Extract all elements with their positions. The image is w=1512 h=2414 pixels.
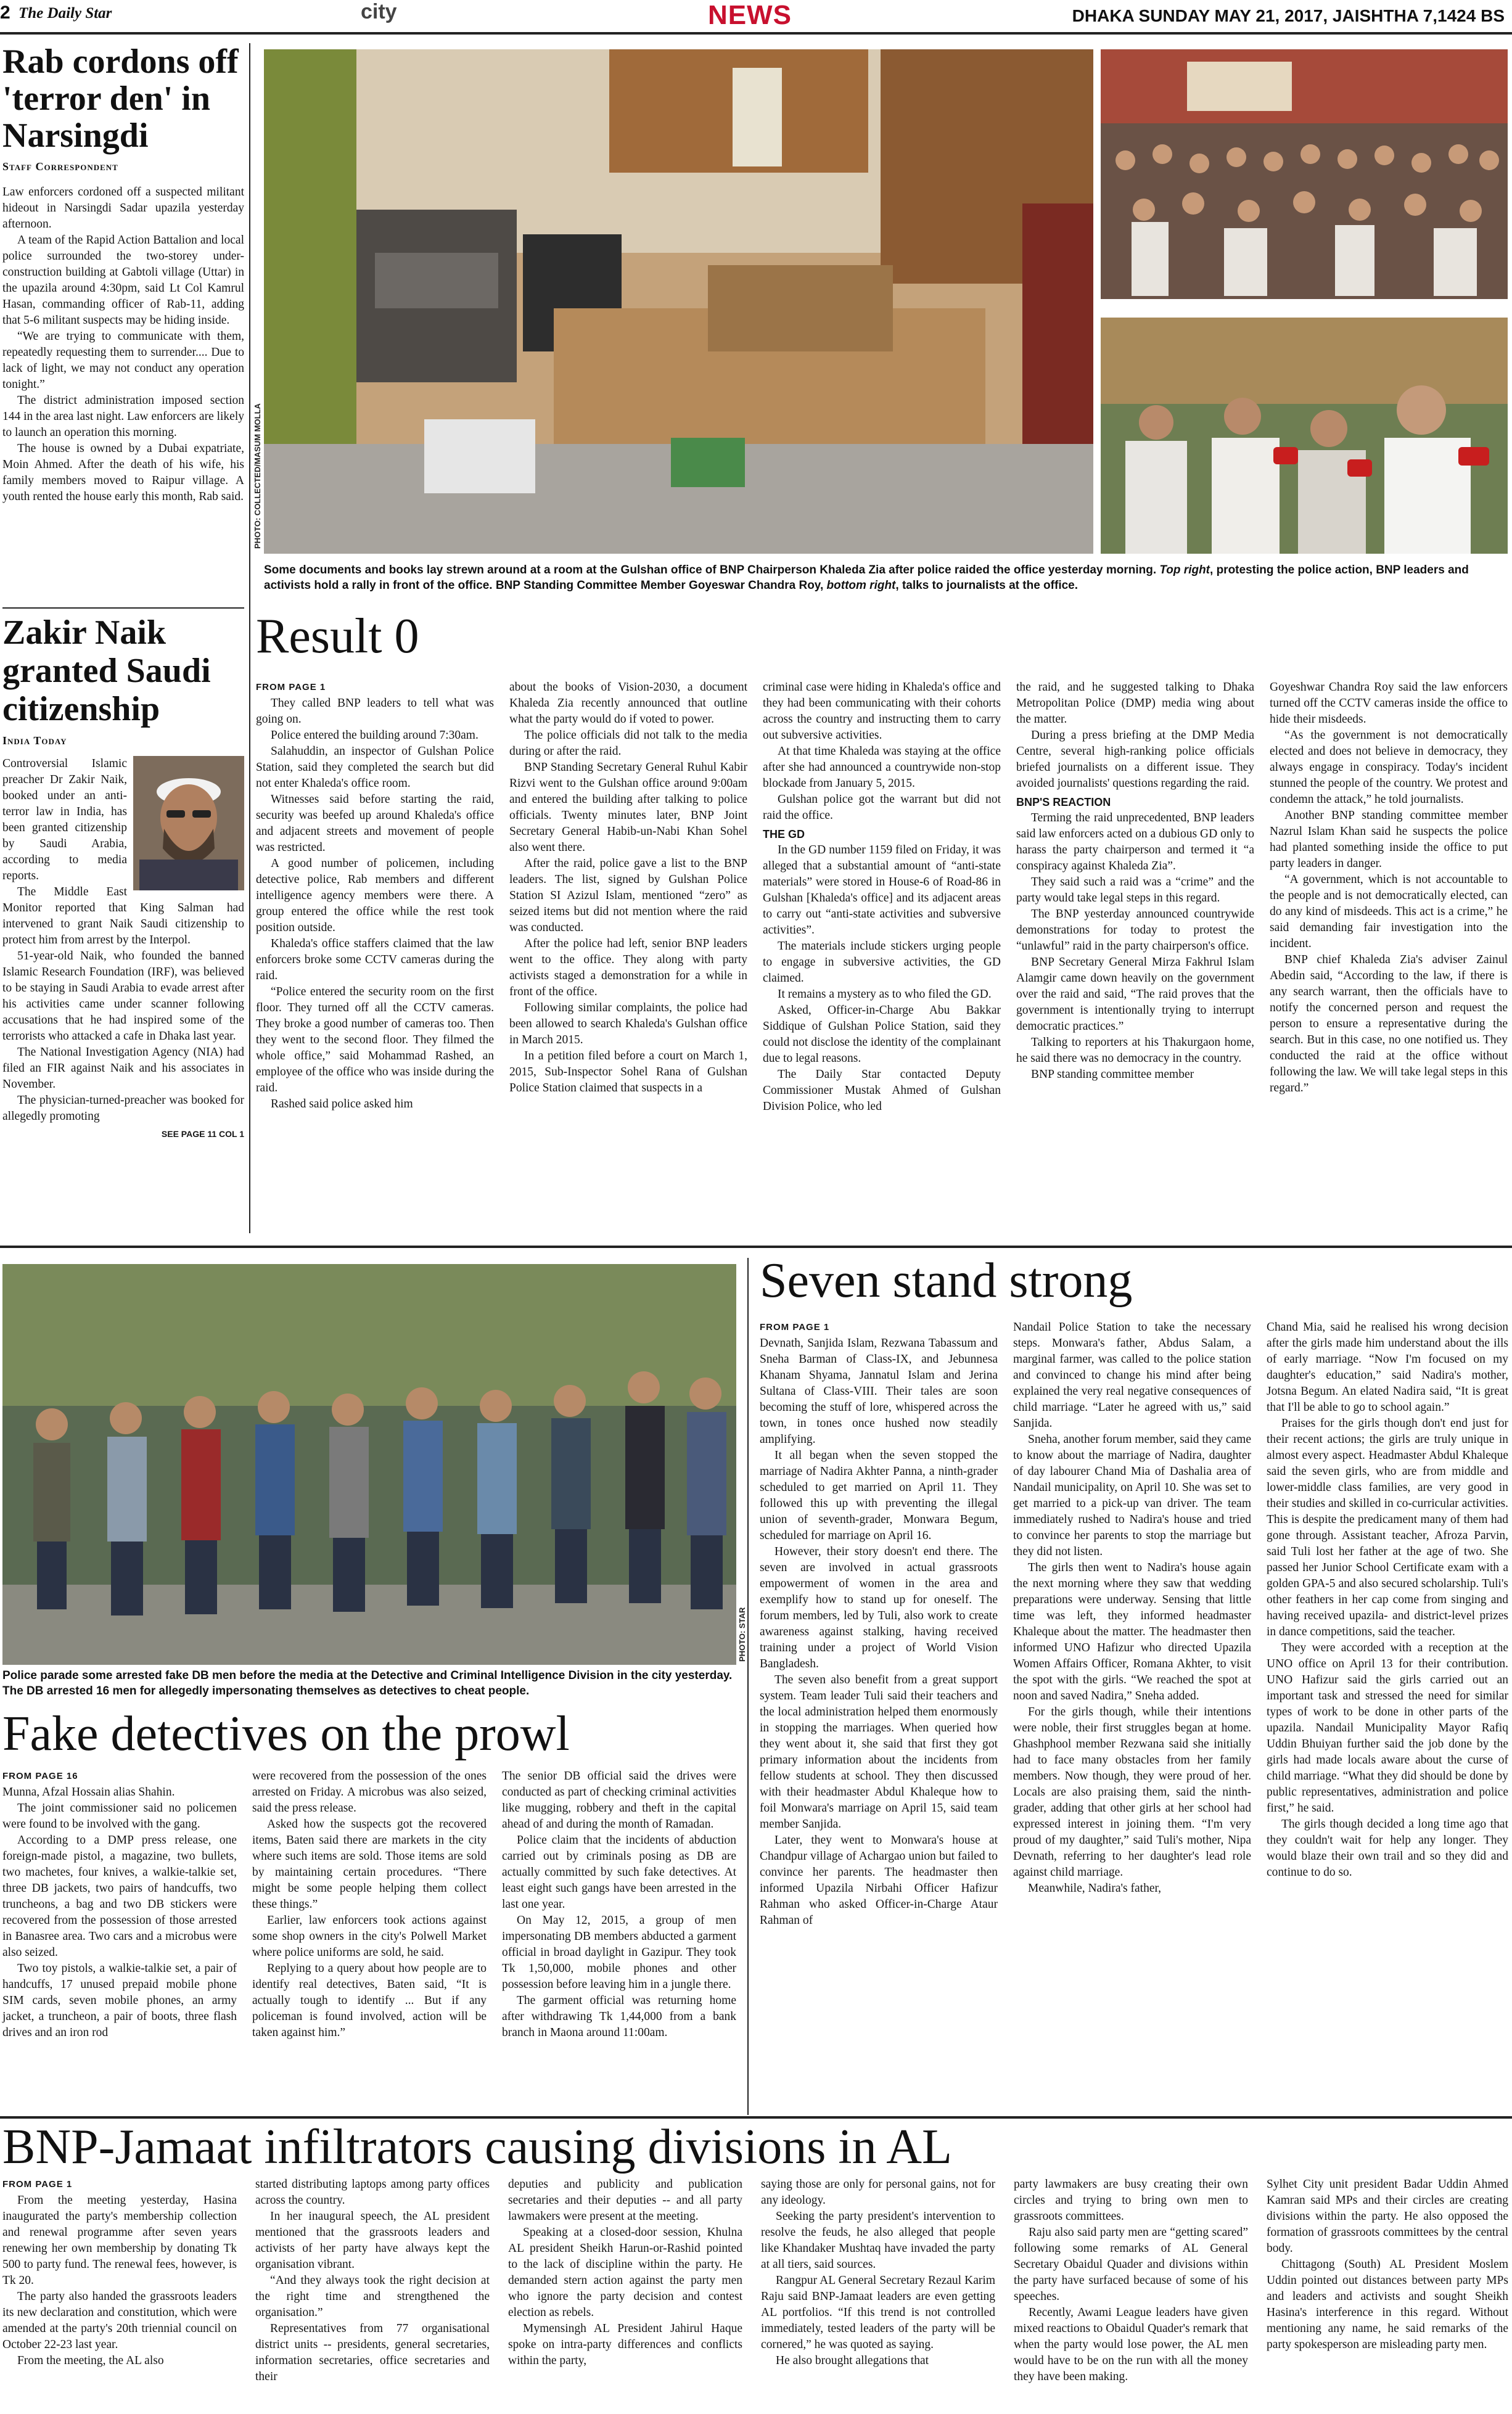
fake-col-1 bbox=[2, 1768, 237, 2041]
photo-credit: PHOTO: COLLECTED/MASUM MOLLA bbox=[253, 403, 262, 549]
continuation-note: SEE PAGE 11 COL 1 bbox=[161, 1129, 244, 1139]
caption-text: Some documents and books lay strewn around at a room at the Gulshan office of BNP Chairperson Khaleda Zia after police raided the office yesterday morning. bbox=[264, 564, 1160, 577]
paragraph: BNP chief Khaleda Zia's adviser Zainul Abedin said, “According to the law, if there is any search warrant, then the officials have to notify the concerned person and request the person to ensure a representative during the search. But in this case, no one notified us. They conducted the raid at the office without following the law. We will take legal steps in this regard.” bbox=[1270, 953, 1508, 1094]
paragraph: Munna, Afzal Hossain alias Shahin. bbox=[2, 1786, 175, 1799]
result-col-3-paras bbox=[763, 679, 1001, 1115]
result-col-4 bbox=[1016, 679, 1254, 1083]
paragraph: BNP Standing Secretary General Ruhul Kabir Rizvi went to the Gulshan office around 9:00am and entered the building after talking to police officials. Twenty minutes later, BNP Joint Secretary General Habib-un-Nabi Khan Sohel also went there. bbox=[509, 761, 747, 854]
paragraph: In a petition filed before a court on March 1, 2015, Sub-Inspector Sohel Rana of Gulshan Police Station claimed that suspects in a bbox=[509, 1049, 747, 1094]
paragraph: However, their story doesn't end there. The seven are involved in actual grassroots empowerment of women in the area and exemplify how to stand up for oneself. The forum members, led by Tuli, also work to create awareness against stalking, having received training under a project of World Vision Bangladesh. bbox=[760, 1545, 998, 1670]
vertical-divider bbox=[747, 1258, 749, 2115]
paragraph: “As the government is not democratically elected and does not believe in democracy, they always engage in conspiracy. Today's incident stunned the people of the country. We protest and condemn the attack,” he told journalists. bbox=[1270, 729, 1508, 806]
result-col-2-paras bbox=[509, 679, 747, 1096]
paragraph: Speaking at a closed-door session, Khulna AL president Sheikh Harun-or-Rashid pointed to the lack of discipline within the party. He demanded stern action against the party men who ignore the party decision and contest election as rebels. bbox=[508, 2226, 742, 2319]
paragraph: In the GD number 1159 filed on Friday, it was alleged that a substantial amount of “anti-state materials” were stored in House-6 of Road-86 in Gulshan [Khaleda's office] and its adjacent areas to carry out “anti-state activities and subversive activities”. bbox=[763, 844, 1001, 937]
paragraph: The seven also benefit from a great support system. Team leader Tuli said their teachers and the local administration helped them enormously in stopping the marriages. When queried how they went about it, she said that first they got primary information about the incidents from fellow students at school. They then discussed with their headmaster Abdul Khaleque how to foil Monwara's marriage on April 15, said team member Sanjida. bbox=[760, 1673, 998, 1831]
paragraph: Chand Mia, said he realised his wrong decision after the girls made him understand about the ills of early marriage. “Now I'm focused on my daughter's education,” said Nadira's mother, Jotsna Begum. An elated Nadira said, “It is great that I'll be able to go to school again.” bbox=[1267, 1321, 1508, 1414]
photo-credit: PHOTO: STAR bbox=[738, 1607, 747, 1662]
paragraph: Meanwhile, Nadira's father, bbox=[1028, 1882, 1162, 1895]
paragraph: Rashed said police asked him bbox=[271, 1098, 413, 1111]
paragraph: Two toy pistols, a walkie-talkie set, a pair of handcuffs, 17 unused prepaid mobile phone SIM cards, seven mobile phones, an army jacket, a truncheon, a pair of boots, three flash drives and an iron rod bbox=[2, 1962, 237, 2039]
caption-italic: Top right bbox=[1159, 564, 1210, 577]
paragraph: Sylhet City unit president Badar Uddin Ahmed Kamran said MPs and their circles are creating divisions within the party. He also opposed the formation of grassroots committees by the central body. bbox=[1267, 2178, 1508, 2255]
paragraph: The joint commissioner said no policemen were found to be involved with the gang. bbox=[2, 1802, 237, 1831]
paragraph: From the meeting yesterday, Hasina inaugurated the party's membership collection and renewal programme after seven years renewing her own membership by donating Tk 500 to party fund. The renewal fees, however, is Tk 20. bbox=[2, 2194, 237, 2287]
result-col-4-paras bbox=[1016, 679, 1254, 1083]
paragraph: 51-year-old Naik, who founded the banned Islamic Research Foundation (IRF), was believed to be staying in Saudi Arabia to evade arrest after his activities came under scanner following accusations that he had inspired some of the terrorists who attacked a cafe in Dhaka last year. bbox=[2, 950, 244, 1043]
result-col-5 bbox=[1270, 679, 1508, 1096]
paragraph: Seeking the party president's intervention to resolve the feuds, he also alleged that people like Khandaker Mushtaq have invaded the party at all tiers, said sources. bbox=[761, 2210, 995, 2271]
paragraph: From the meeting, the AL also bbox=[17, 2354, 164, 2367]
fake-headline: Fake detectives on the prowl bbox=[2, 1707, 570, 1761]
paragraph: The senior DB official said the drives were conducted as part of checking criminal activities like mugging, robbery and theft in the capital ahead of and during the month of Ramadan. bbox=[502, 1770, 736, 1831]
caption-text: , talks to journalists at the office. bbox=[895, 579, 1079, 592]
bnp-col-1 bbox=[2, 2177, 237, 2369]
from-page: FROM PAGE 16 bbox=[2, 1771, 78, 1781]
rab-body bbox=[2, 184, 244, 505]
section-divider bbox=[0, 2116, 1512, 2119]
paragraph: Salahuddin, an inspector of Gulshan Police Station, said they completed the search but did not enter Khaleda's office room. bbox=[256, 745, 494, 790]
result-headline: Result 0 bbox=[256, 609, 419, 663]
paragraph: During a press briefing at the DMP Media Centre, several high-ranking police officials briefed journalists on a different issue. They avoided journalists' questions regarding the raid. bbox=[1016, 729, 1254, 790]
zakir-byline: India Today bbox=[2, 734, 67, 747]
paragraph: The girls though decided a long time ago that they couldn't wait for help any longer. They would blaze their own trail and so they did and continue to do so. bbox=[1267, 1818, 1508, 1879]
seven-col-2 bbox=[1013, 1320, 1251, 1897]
paragraph: The garment official was returning home after withdrawing Tk 1,44,000 from a bank branch in Maona around 11:00am. bbox=[502, 1994, 736, 2039]
zakir-naik-photo bbox=[133, 756, 244, 890]
paragraph: Gulshan police got the warrant but did not raid the office. bbox=[763, 793, 1001, 822]
bnp-col-4-paras bbox=[761, 2177, 995, 2369]
paragraph: Replying to a query about how people are to identify real detectives, Baten said, “It is actually tough to identify ... But if any policeman is found involved, action will be taken against him.” bbox=[252, 1962, 487, 2039]
fake-col-1-paras bbox=[2, 1784, 237, 2041]
paragraph: were recovered from the possession of the ones arrested on Friday. A microbus was also seized, said the press release. bbox=[252, 1770, 487, 1815]
fake-col-2-paras bbox=[252, 1768, 487, 2041]
result-col-1 bbox=[256, 679, 494, 1112]
paragraph: For the girls though, while their intentions were noble, their first struggles began at home. Ghashphool member Rezwana said she initially had to face many obstacles from her family members. Now though, they were proud of her. Locals are also praising them, said the ninth-grader, adding that other girls at her school had expressed interest in joining them. “I'm very proud of my daughter,” said Tuli's mother, Nipa Devnath, referring to her daughter's lead role against child marriage. bbox=[1013, 1706, 1251, 1879]
paragraph: Nandail Police Station to take the necessary steps. Monwara's father, Abdus Salam, a marginal farmer, was called to the police station and convinced to change his mind after being explained the very real negative consequences of child marriage. “Later he agreed with us,” said Sanjida. bbox=[1013, 1321, 1251, 1430]
bnp-col-6 bbox=[1267, 2177, 1508, 2353]
rally-photo bbox=[1101, 49, 1508, 299]
paragraph: deputies and publicity and publication secretaries and their deputies -- and all party lawmakers were present at the meeting. bbox=[508, 2178, 742, 2223]
fake-photo-caption: Police parade some arrested fake DB men before the media at the Detective and Criminal Intelligence Division in the city yesterday. The DB arrested 16 men for allegedly impersonating themselves as detectives to cheat people. bbox=[2, 1669, 733, 1698]
bnp-col-3 bbox=[508, 2177, 742, 2369]
paragraph: The National Investigation Agency (NIA) had filed an FIR against Naik and his associates in November. bbox=[2, 1046, 244, 1091]
page-number: 2 bbox=[0, 2, 10, 23]
paragraph: The materials include stickers urging people to engage in subversive activities, the GD claimed. bbox=[763, 940, 1001, 985]
paragraph: Mymensingh AL President Jahirul Haque spoke on intra-party differences and conflicts within the party, bbox=[508, 2322, 742, 2367]
result-col-5-paras bbox=[1270, 679, 1508, 1096]
paragraph: A good number of policemen, including detective police, Rab members and different intelligence agency members were there. A group entered the office while the rest took position outside. bbox=[256, 857, 494, 934]
rab-headline: Rab cordons off 'terror den' in Narsingdi bbox=[2, 43, 239, 155]
bnp-col-2-paras bbox=[255, 2177, 490, 2385]
seven-col-1-paras bbox=[760, 1336, 998, 1929]
paragraph: Sneha, another forum member, said they came to know about the marriage of Nadira, daughter of day labourer Chand Mia of Dashalia area of Nandail municipality, on April 10. She was set to get married to a pick-up van driver. The team immediately rushed to Nadira's house and tried to convince her parents to stop the marriage but they did not listen. bbox=[1013, 1433, 1252, 1558]
zakir-headline: Zakir Naik granted Saudi citizenship bbox=[2, 614, 211, 728]
news-label: NEWS bbox=[708, 0, 792, 30]
paragraph: Asked how the suspects got the recovered items, Baten said there are markets in the city where such items are sold. Those items are sold by maintaining certain procedures. “There might be some people helping them collect these things.” bbox=[252, 1818, 487, 1911]
paragraph: It remains a mystery as to who filed the GD. bbox=[778, 988, 992, 1001]
paragraph: Recently, Awami League leaders have given mixed reactions to Obaidul Quader's remark that when the party would lose power, the AL men would have to be on the run with all the money they have been making. bbox=[1014, 2306, 1248, 2383]
paragraph: Rangpur AL General Secretary Rezaul Karim Raju said BNP-Jamaat leaders are even getting AL portfolios. “If this trend is not controlled immediately, tested leaders of the party will be cornered,” he was quoted as saying. bbox=[761, 2274, 995, 2351]
paragraph: The physician-turned-preacher was booked for allegedly promoting bbox=[2, 1094, 244, 1123]
fake-col-2 bbox=[252, 1768, 487, 2041]
paragraph: Controversial Islamic preacher Dr Zakir Naik, booked under an anti-terror law in India, has been granted citizenship by Saudi Arabia, according to media reports. bbox=[2, 757, 127, 882]
paragraph: Representatives from 77 organisational district units -- presidents, general secretaries, information secretaries, office secretaries and their bbox=[255, 2322, 490, 2383]
paragraph: Terming the raid unprecedented, BNP leaders said law enforcers acted on a dubious GD only to harass the party chairperson and termed it “a conspiracy against Khaleda Zia”. bbox=[1016, 811, 1254, 872]
paragraph: They called BNP leaders to tell what was going on. bbox=[256, 697, 494, 726]
fake-col-3 bbox=[502, 1768, 736, 2041]
seven-headline: Seven stand strong bbox=[760, 1254, 1133, 1308]
subheading: BNP'S REACTION bbox=[1016, 796, 1111, 808]
bnp-col-4 bbox=[761, 2177, 995, 2369]
raid-office-photo bbox=[264, 49, 1093, 554]
paragraph: party lawmakers are busy creating their own circles and trying to bring own men to grassroots committees. bbox=[1014, 2178, 1248, 2223]
paragraph: After the raid, police gave a list to the BNP leaders. The list, signed by Gulshan Police Station SI Azizul Islam, mentioned “zero” as seized items but did not mention where the raid was conducted. bbox=[509, 857, 747, 934]
fake-col-3-paras bbox=[502, 1768, 736, 2041]
paragraph: At that time Khaleda was staying at the office after she had announced a countrywide non-stop blockade from January 5, 2015. bbox=[763, 745, 1001, 790]
subheading: THE GD bbox=[763, 828, 805, 840]
paragraph: The house is owned by a Dubai expatriate, Moin Ahmed. After the death of his wife, his family members moved to Raipur village. A youth rented the house early this month, Rab said. bbox=[2, 442, 244, 503]
seven-col-3-paras bbox=[1267, 1320, 1508, 1881]
caption-text: , protesting the police action, BNP leaders and activists hold a rally in front of the office. BNP Standing Committee Member Goyeswar Chandra Roy, bbox=[264, 564, 1469, 592]
office-scene-icon bbox=[264, 49, 1093, 554]
paragraph: Raju also said party men are “getting scared” following some remarks of AL General Secretary Obaidul Quader and divisions within the party have surfaced because of some of his speeches. bbox=[1014, 2226, 1248, 2303]
from-page: FROM PAGE 1 bbox=[760, 1322, 830, 1332]
portrait-icon bbox=[133, 756, 244, 890]
result-col-1-paras bbox=[256, 696, 494, 1112]
result-col-3 bbox=[763, 679, 1001, 1115]
paragraph: A team of the Rapid Action Battalion and local police surrounded the two-storey under-construction building at Gabtoli village (Uttar) in the upazila around 4:30pm, said Lt Col Kamrul Hasan, commanding officer of Rab-11, adding that 5-6 militant suspects may be hiding inside. bbox=[2, 234, 244, 327]
paragraph: criminal case were hiding in Khaleda's office and they had been communicating with their cohorts across the country and instructing them to carry out subversive activities. bbox=[763, 681, 1001, 742]
paragraph: Asked, Officer-in-Charge Abu Bakkar Siddique of Gulshan Police Station, said they could not disclose the identity of the complainant due to legal reasons. bbox=[763, 1004, 1001, 1065]
paragraph: Earlier, law enforcers took actions against some shop owners in the city's Polwell Market where police uniforms are sold, he said. bbox=[252, 1914, 487, 1959]
paragraph: According to a DMP press release, one foreign-made pistol, a magazine, two bullets, two machetes, four knives, a walkie-talkie set, three DB jackets, two pairs of handcuffs, two truncheons, a bag and two DB stickers were recovered from the possession of those arrested in Banasree area. Two cars and a microbus were also seized. bbox=[2, 1834, 237, 1959]
bnp-col-3-paras bbox=[508, 2177, 742, 2369]
journalists-photo bbox=[1101, 318, 1508, 554]
paragraph: Khaleda's office staffers claimed that the law enforcers broke some CCTV cameras during the raid. bbox=[256, 937, 494, 982]
paragraph: The girls then went to Nadira's house again the next morning where they saw that wedding preparations were underway. Sensing that little time was left, they informed headmaster Khaleque about the matter. The headmaster then informed UNO Hafizur who directed Upazila Women Affairs Officer, Romana Akhter, to visit the spot with the girls. “We reached the spot at noon and saved Nadira,” Sneha added. bbox=[1013, 1561, 1251, 1702]
paragraph: BNP Secretary General Mirza Fakhrul Islam Alamgir came down heavily on the government over the raid and said, “The raid proves that the government is intentionally trying to interrupt democratic practices.” bbox=[1016, 956, 1254, 1033]
paragraph: After the police had left, senior BNP leaders went to the office. They along with party activists staged a demonstration for a while in front of the office. bbox=[509, 937, 747, 998]
paragraph: It all began when the seven stopped the marriage of Nadira Akhter Panna, a ninth-grader scheduled to get married on April 11. They followed this up with preventing the illegal union of seventh-grader, Monwara Begum, scheduled for marriage on April 16. bbox=[760, 1449, 998, 1542]
paragraph: They were accorded with a reception at the UNO office on April 13 for their contribution. UNO Hafizur said the girls carried out an important task and stressed the need for similar types of work to be done in other parts of the upazila. Nandail Municipality Mayor Rafiq Uddin Bhuiyan further said the job done by the girls had made locals aware about the curse of child marriage. “What they did should be done by public representatives, administration and police first,” he said. bbox=[1267, 1641, 1508, 1815]
paragraph: On May 12, 2015, a group of men impersonating DB members abducted a garment official in broad daylight in Gazipur. They took Tk 1,50,000, mobile phones and other possession before leaving him in a jungle there. bbox=[502, 1914, 736, 1991]
bnp-col-1-paras bbox=[2, 2193, 237, 2369]
paragraph: The Daily Star contacted Deputy Commissioner Mustak Ahmed of Gulshan Division Police, who led bbox=[763, 1068, 1001, 1113]
paragraph: Witnesses said before starting the raid, security was beefed up around Khaleda's office and adjacent streets and movement of people was restricted. bbox=[256, 793, 494, 854]
paragraph: the raid, and he suggested talking to Dhaka Metropolitan Police (DMP) media wing about the matter. bbox=[1016, 681, 1254, 726]
from-page: FROM PAGE 1 bbox=[256, 682, 326, 692]
paragraph: He also brought allegations that bbox=[776, 2354, 929, 2367]
header-rule bbox=[0, 32, 1512, 35]
paragraph: The police officials did not talk to the media during or after the raid. bbox=[509, 729, 747, 758]
result-col-2 bbox=[509, 679, 747, 1096]
rab-byline: Staff Correspondent bbox=[2, 160, 118, 173]
section-divider bbox=[0, 1246, 1512, 1248]
seven-col-3 bbox=[1267, 1320, 1508, 1881]
dateline: DHAKA SUNDAY MAY 21, 2017, JAISHTHA 7,1424 BS bbox=[1072, 6, 1505, 25]
vertical-divider bbox=[249, 43, 250, 1233]
paragraph: In her inaugural speech, the AL president mentioned that the grassroots leaders and activists of her party have always kept the organisation vibrant. bbox=[255, 2210, 490, 2271]
page-header bbox=[0, 0, 1512, 32]
paragraph: “We are trying to communicate with them, repeatedly requesting them to surrender.... Due to lack of light, we may not conduct any operation tonight.” bbox=[2, 330, 244, 391]
paragraph: They said such a raid was a “crime” and the party would take legal steps in this regard. bbox=[1016, 876, 1254, 905]
rab-story bbox=[2, 43, 244, 604]
bnp-col-2 bbox=[255, 2177, 490, 2385]
paragraph: “And they always took the right decision at the right time and strengthened the organisation.” bbox=[255, 2274, 490, 2319]
paragraph: “A government, which is not accountable to the people and is not democratically elected, can do any kind of misdeeds. This act is a crime,” he said demanding fair investigation into the incident. bbox=[1270, 873, 1508, 950]
paragraph: The district administration imposed section 144 in the area last night. Law enforcers are likely to launch an operation this morning. bbox=[2, 394, 245, 439]
paragraph: Talking to reporters at his Thakurgaon home, he said there was no democracy in the country. bbox=[1016, 1036, 1254, 1065]
bnp-headline: BNP-Jamaat infiltrators causing divisions in AL bbox=[2, 2120, 952, 2174]
paragraph: The Middle East Monitor reported that King Salman had intervened to grant Naik Saudi citizenship to protect him from arrest by the Interpol. bbox=[2, 885, 244, 946]
paragraph: Chittagong (South) AL President Moslem Uddin pointed out distances between party MPs and leaders and activists and sought Sheikh Hasina's interference in this regard. Without mentioning any name, he said remarks of the party spokesperson are misleading party men. bbox=[1267, 2258, 1508, 2351]
from-page: FROM PAGE 1 bbox=[2, 2179, 73, 2190]
paragraph: started distributing laptops among party offices across the country. bbox=[255, 2178, 490, 2207]
crowd-icon bbox=[1101, 49, 1508, 299]
paragraph: Law enforcers cordoned off a suspected militant hideout in Narsingdi Sadar upazila yesterday afternoon. bbox=[2, 186, 244, 231]
bnp-col-5-paras bbox=[1014, 2177, 1248, 2385]
paragraph: Police claim that the incidents of abduction carried out by criminals posing as DB are actually committed by such fake detectives. At least eight such gangs have been arrested in the last one year. bbox=[502, 1834, 736, 1911]
press-scene-icon bbox=[1101, 318, 1508, 554]
paragraph: Following similar complaints, the police had been allowed to search Khaleda's Gulshan office in March 2015. bbox=[509, 1001, 747, 1046]
zakir-body bbox=[2, 756, 244, 1142]
paragraph: Later, they went to Monwara's house at Chandpur village of Achargao union but failed to convince her parents. The headmaster then informed Upazila Nirbahi Officer Hafizur Rahman who asked Officer-in-Charge Ataur Rahman of bbox=[760, 1834, 998, 1927]
bnp-col-5 bbox=[1014, 2177, 1248, 2385]
paragraph: Devnath, Sanjida Islam, Rezwana Tabassum and Sneha Barman of Class-IX, and Jebunnesa Khanam Shyama, Jannatul Islam and Jerina Sultana of Class-VIII. Their tales are soon becoming the stuff of lore, whispered across the town, in tones once hushed now steadily amplifying. bbox=[760, 1337, 998, 1446]
paragraph: Praises for the girls though don't end just for their recent actions; the girls are truly unique in almost every aspect. Headmaster Abdul Khaleque said the seven girls, who are from middle and lower-middle class families, are very good in their studies and skilled in co-curricular activities. This is despite the predicament many of them had gone through. Assistant teacher, Afroza Parvin, said Tuli lost her father at the age of two. She passed her Junior School Certificate exam with a golden GPA-5 and also secured scholarship. Tuli's other feathers in her cap come from singing and having received upazila- and district-level prizes in dance competitions, said the teacher. bbox=[1267, 1417, 1508, 1638]
bnp-col-6-paras bbox=[1267, 2177, 1508, 2353]
masthead: The Daily Star bbox=[18, 5, 112, 22]
section-label: city bbox=[361, 0, 397, 23]
column-divider bbox=[2, 607, 244, 609]
paragraph: Another BNP standing committee member Nazrul Islam Khan said he suspects the police had planted something inside the office to put party leaders in danger. bbox=[1270, 809, 1508, 870]
arrested-men-icon bbox=[2, 1264, 736, 1665]
paragraph: “Police entered the security room on the first floor. They turned off all the CCTV cameras. They broke a good number of cameras too. Then they went to the second floor. They filmed the whole office,” said Mohammad Rashed, an employee of the office who was inside during the raid. bbox=[256, 985, 494, 1094]
zakir-story bbox=[2, 614, 244, 1236]
seven-col-1 bbox=[760, 1320, 998, 1929]
paragraph: The party also handed the grassroots leaders its new declaration and constitution, which were amended at the party's 20th triennial council on October 22-23 last year. bbox=[2, 2290, 237, 2351]
paragraph: BNP standing committee member bbox=[1031, 1068, 1194, 1081]
fake-detectives-photo bbox=[2, 1264, 736, 1665]
paragraph: Police entered the building around 7:30am. bbox=[271, 729, 479, 742]
seven-col-2-paras bbox=[1013, 1320, 1251, 1897]
caption-italic: bottom right bbox=[826, 579, 896, 592]
paragraph: saying those are only for personal gains, not for any ideology. bbox=[761, 2178, 995, 2207]
paragraph: Goyeshwar Chandra Roy said the law enforcers turned off the CCTV cameras inside the office to hide their misdeeds. bbox=[1270, 681, 1508, 726]
paragraph: The BNP yesterday announced countrywide demonstrations for today to protest the “unlawful” raid in the party chairperson's office. bbox=[1016, 908, 1254, 953]
top-photo-caption bbox=[264, 562, 1508, 593]
paragraph: about the books of Vision-2030, a document Khaleda Zia recently announced that outline what the party would do if voted to power. bbox=[509, 681, 747, 726]
